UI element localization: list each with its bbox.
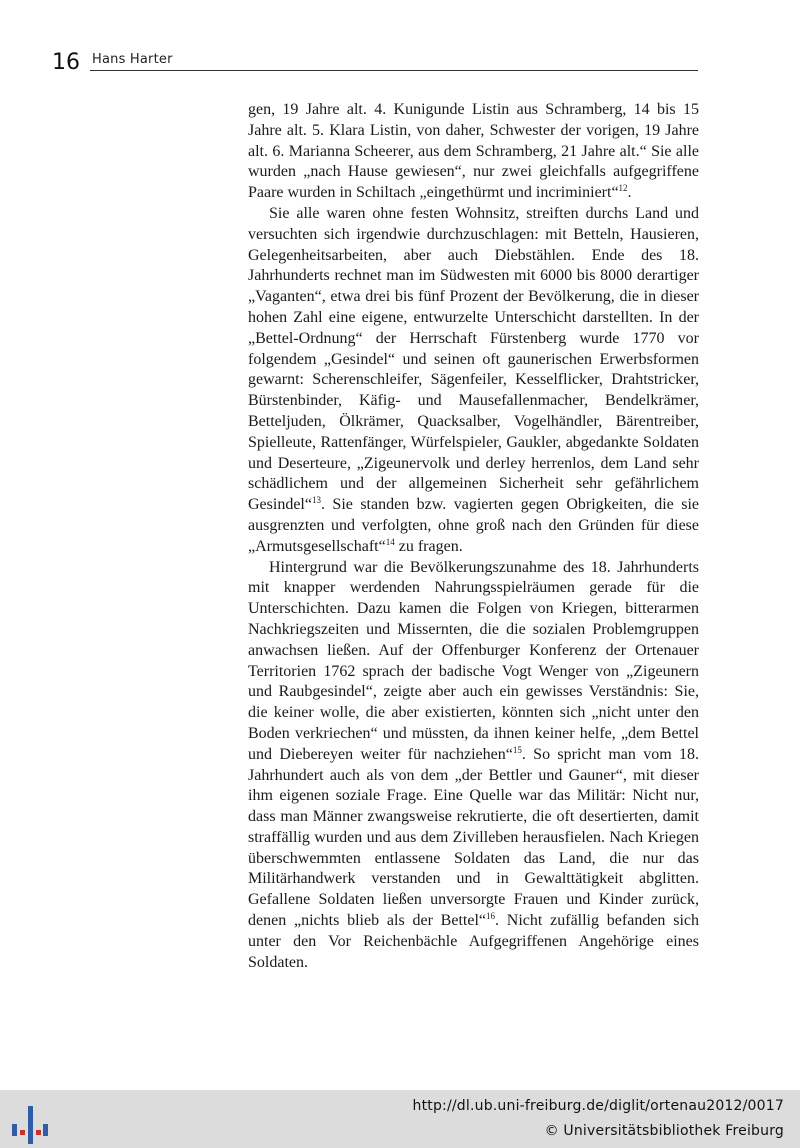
- paragraph-text: .: [627, 184, 632, 202]
- paragraph-text: . So spricht man vom 18. Jahrhundert auch als von dem „der Bettler und Gauner“, mit dieser ihm eigenen soziale Frage. Eine Quelle war das Militär: Nicht nur, dass man Männer zwangsweise rekrutierte, die oft desertierten, damit straffällig wurden und aus dem Zivilleben herausfielen. Nach Kriegen überschwemmten entlassene Soldaten das Land, die nur das Militärhandwerk verstanden und in Gewalttätigkeit abglitten. Gefallene Soldaten ließen unversorgte Frauen und Kinder zurück, denen „nichts blieb als der Bettel“: [248, 745, 700, 930]
- paragraph-text: . Nicht zufällig befanden sich unter den Vor Reichenbächle Aufgegriffenen Angehörige eines Soldaten.: [248, 912, 699, 971]
- footnote-ref-16: 16: [486, 911, 495, 922]
- header-rule: [90, 70, 698, 71]
- footnote-ref-12: 12: [618, 183, 628, 194]
- page-number: 16: [52, 50, 80, 75]
- paragraph-3: [248, 558, 699, 974]
- footer-bar: [0, 1090, 800, 1148]
- footnote-ref-14: 14: [385, 536, 395, 547]
- paragraph-text: zu fragen.: [394, 537, 463, 555]
- footnote-ref-13: 13: [311, 495, 321, 506]
- footnote-ref-15: 15: [512, 744, 522, 755]
- paragraph-text: gen, 19 Jahre alt. 4. Kunigunde Listin aus Schramberg, 14 bis 15 Jahre alt. 5. Klara Listin, von daher, Schwester der vorigen, 19 Jahre alt. 6. Marianna Scheerer, aus dem Schramberg, 21 Jahre alt.“ Sie alle wurden „nach Hause gewiesen“, nur zwei gleichfalls aufgegriffene Paare wurden in Schiltach „eingethürmt und incriminiert“: [248, 101, 699, 202]
- ub-freiburg-logo-icon[interactable]: [10, 1100, 50, 1144]
- running-head: Hans Harter: [92, 52, 173, 67]
- source-url-link[interactable]: http://dl.ub.uni-freiburg.de/diglit/ortenau2012/0017: [412, 1098, 784, 1114]
- copyright-notice: © Universitätsbibliothek Freiburg: [544, 1123, 784, 1139]
- paragraph-2: [248, 204, 699, 558]
- paragraph-text: Hintergrund war die Bevölkerungszunahme des 18. Jahrhunderts mit knapper werdenden Nahrungsspielräumen gerade für die Unterschichten. Dazu kamen die Folgen von Kriegen, bitterarmen Nachkriegszeiten und Missernten, die die sozialen Problemgruppen anwachsen ließen. Auf der Offenburger Konferenz der Ortenauer Territorien 1762 sprach der badische Vogt Wenger von „Zigeunern und Raubgesindel“, zeigte aber auch ein gewisses Verständnis: Sie, die keiner wolle, die aber existierten, könnten sich „nicht unter den Boden verkriechen“ und müssten, da ihnen keiner helfe, „dem Bettel und Diebereyen weiter für nachziehen“: [248, 558, 699, 763]
- paragraph-1: [248, 100, 699, 204]
- paragraph-text: . Sie standen bzw. vagierten gegen Obrigkeiten, die sie ausgrenzten und verfolgten, ohne groß nach den Gründen für diese „Armutsgesellschaft“: [248, 496, 699, 555]
- paragraph-text: Sie alle waren ohne festen Wohnsitz, streiften durchs Land und versuchten sich irgendwie durchzuschlagen: mit Betteln, Hausieren, Gelegenheitsarbeiten, aber auch Diebstählen. Ende des 18. Jahrhunderts rechnet man im Südwesten mit 6000 bis 8000 derartiger „Vaganten“, etwa drei bis fünf Prozent der Bevölkerung, die in dieser hohen Zahl eine eigene, entwurzelte Unterschicht darstellten. In der „Bettel-Ordnung“ der Herrschaft Fürstenberg wurde 1770 vor folgendem „Gesindel“ und seinen oft gaunerischen Erwerbsformen gewarnt: Scherenschleifer, Sägenfeiler, Kesselflicker, Drahtstricker, Bürstenbinder, Käfig- und Mausefallenmacher, Bendelkrämer, Betteljuden, Ölkrämer, Quacksalber, Vogelhändler, Bärentreiber, Spielleute, Rattenfänger, Würfelspieler, Gaukler, abgedankte Soldaten und Deserteure, „Zigeunervolk und derley herrenlos, dem Land sehr schädlichem und der allgemeinen Sicherheit sehr gefährlichem Gesindel“: [248, 204, 699, 514]
- body-text: [248, 100, 699, 973]
